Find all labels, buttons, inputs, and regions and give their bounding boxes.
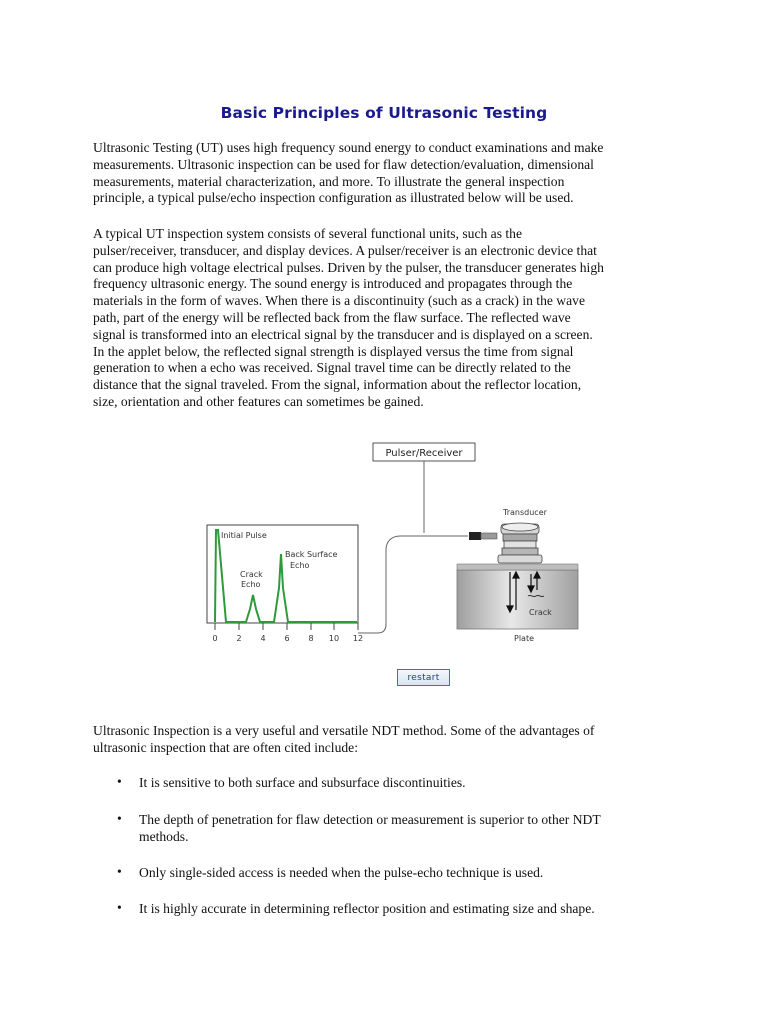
- text-line: A typical UT inspection system consists of several functional units, such as the: [93, 226, 523, 241]
- back-surface-label: Echo: [290, 561, 310, 570]
- advantages-paragraph: [93, 723, 693, 757]
- tick-label: 2: [236, 634, 242, 643]
- text-line: Ultrasonic Testing (UT) uses high frequency sound energy to conduct examinations and make: [93, 140, 604, 155]
- bullet-icon: •: [117, 774, 122, 789]
- list-item: [139, 774, 699, 791]
- list-item-text: methods.: [139, 829, 189, 844]
- tick-label: 8: [308, 634, 314, 643]
- tick-label: 0: [212, 634, 218, 643]
- test-plate: [457, 570, 578, 629]
- text-line: materials in the form of waves. When there is a discontinuity (such as a crack) in the wave: [93, 293, 585, 309]
- bullet-icon: •: [117, 864, 122, 879]
- text-line: pulser/receiver, transducer, and display devices. A pulser/receiver is an electronic device that: [93, 242, 597, 258]
- text-line: principle, a typical pulse/echo inspection configuration as illustrated below will be used.: [93, 190, 574, 206]
- text-line: Ultrasonic Inspection is a very useful and versatile NDT method. Some of the advantages of: [93, 723, 595, 738]
- text-line: ultrasonic inspection that are often cited include:: [93, 739, 358, 755]
- tick-label: 12: [352, 634, 364, 643]
- transducer-label: Transducer: [503, 508, 547, 517]
- intro-paragraph: [93, 140, 693, 207]
- connector-body: [481, 533, 497, 539]
- text-line: measurements, material characterization, and more. To illustrate the general inspection: [93, 173, 565, 189]
- initial-pulse-label: Initial Pulse: [221, 531, 267, 540]
- tick-label: 6: [284, 634, 290, 643]
- crack-echo-label: Echo: [241, 580, 261, 589]
- bullet-icon: •: [117, 900, 122, 915]
- connector-plug: [469, 532, 481, 540]
- bullet-icon: •: [117, 811, 122, 826]
- text-line: signal is transformed into an electrical signal by the transducer and is displayed on a screen.: [93, 326, 593, 342]
- crack-echo-label: Crack: [240, 570, 263, 579]
- plate-label: Plate: [514, 634, 535, 643]
- signal-cable: [358, 536, 468, 633]
- text-line: can produce high voltage electrical pulses. Driven by the pulser, the transducer generates high: [93, 259, 604, 275]
- text-line: distance that the signal traveled. From the signal, information about the reflector location,: [93, 377, 582, 393]
- list-item-text: It is highly accurate in determining reflector position and estimating size and shape.: [139, 901, 595, 916]
- scope-ticks: [215, 623, 358, 630]
- plate-top-surface: [457, 564, 578, 570]
- text-line: In the applet below, the reflected signal strength is displayed versus the time from signal: [93, 343, 574, 359]
- system-paragraph: [93, 226, 693, 411]
- text-line: measurements. Ultrasonic inspection can be used for flaw detection/evaluation, dimensional: [93, 156, 594, 172]
- ultrasonic-diagram: [200, 438, 580, 693]
- list-item-text: Only single-sided access is needed when the pulse-echo technique is used.: [139, 865, 544, 880]
- restart-button[interactable]: restart: [397, 669, 450, 686]
- list-item-text: The depth of penetration for flaw detection or measurement is superior to other NDT: [139, 812, 601, 827]
- pulser-receiver-label: Pulser/Receiver: [385, 448, 463, 459]
- text-line: frequency ultrasonic energy. The sound energy is introduced and propagates through the: [93, 276, 573, 292]
- page-title: Basic Principles of Ultrasonic Testing: [220, 104, 548, 122]
- list-item-text: It is sensitive to both surface and subsurface discontinuities.: [139, 775, 466, 790]
- crack-label: Crack: [529, 608, 552, 617]
- transducer-icon: [498, 523, 542, 563]
- tick-label: 10: [328, 634, 340, 643]
- text-line: path, part of the energy will be reflected back from the flaw surface. The reflected wave: [93, 309, 571, 325]
- list-item: [139, 864, 699, 881]
- list-item: [139, 900, 699, 917]
- text-line: generation to when a echo was received. Signal travel time can be directly related to the: [93, 360, 571, 376]
- text-line: size, orientation and other features can sometimes be gained.: [93, 393, 424, 409]
- back-surface-label: Back Surface: [285, 550, 338, 559]
- list-item: [139, 811, 699, 845]
- tick-label: 4: [260, 634, 266, 643]
